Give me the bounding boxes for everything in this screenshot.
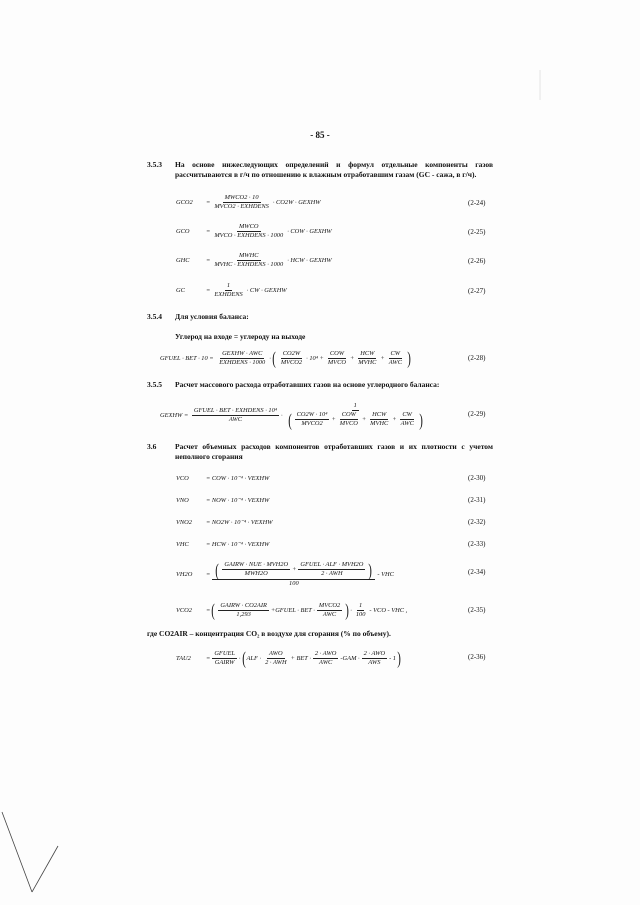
eq-fraction (212, 282, 244, 299)
eq-term: - 1 (389, 654, 396, 662)
numerator: HCW (372, 411, 387, 418)
eq-number: (2-30) (468, 474, 486, 482)
denominator: MVCO2 (301, 420, 323, 427)
equation-2-30 (176, 468, 269, 488)
denominator: MWH2O (244, 570, 268, 577)
denominator: EXHDENS · 1000 (219, 358, 266, 366)
denominator: MVHC (358, 358, 377, 366)
eq-fraction (218, 602, 269, 619)
numerator: HCW (360, 349, 375, 357)
numerator: AWO (269, 649, 283, 657)
eq-number: (2-27) (468, 287, 486, 295)
eq-fraction (192, 407, 279, 424)
numerator: 2 · AWO (314, 649, 337, 657)
eq-lhs: VCO2 (176, 606, 192, 614)
denominator: GAIRW (214, 658, 235, 666)
equation-2-24: GCO2 = $\frac{\text{MWCO2 · 10}}{\text{MVCO2 · EXHDENS}}$ · CO2W · GEXHW (176, 193, 321, 210)
paren-open: ( (287, 409, 292, 430)
section-text: На основе нижеследующих определений и формул отдельные компоненты газов рассчитываются в г/ч по отношению к влажным отработавшим газам (GC - сажа, в г/ч). (175, 160, 493, 179)
numerator: 1 (359, 601, 363, 609)
eq-fraction (362, 650, 387, 667)
section-3-5-5 (147, 380, 493, 390)
equation-2-33 (176, 534, 269, 554)
paren-close: ) (407, 348, 411, 368)
denominator: AWC (388, 358, 402, 366)
paren-close: ) (419, 409, 423, 430)
section-3-5-4 (147, 312, 493, 322)
numerator: COW (329, 349, 345, 357)
eq-lhs: GCO2 (176, 198, 193, 206)
eq-multiplier: · 10⁴ (306, 354, 318, 362)
numerator: GAIRW · CO2AIR (220, 601, 267, 609)
eq-number: (2-35) (468, 606, 486, 614)
denominator: 1,293 (236, 610, 251, 618)
eq-fraction (222, 561, 290, 578)
denominator: MVHC · EXHDENS · 1000 (214, 260, 284, 268)
denominator: MVCO2 (280, 358, 303, 366)
eq-lhs: VNO (176, 496, 189, 504)
eq-number: (2-31) (468, 496, 486, 504)
eq-fraction (317, 602, 342, 619)
eq-fraction (387, 350, 404, 367)
numerator: GFUEL · ALF · MVH2O (300, 561, 364, 568)
paren-open: ( (211, 600, 216, 620)
eq-number: (2-25) (468, 228, 486, 236)
denominator: MVCO · EXHDENS · 1000 (214, 231, 284, 239)
denominator: 2 · AWH (321, 570, 343, 577)
denominator: 100 (289, 579, 299, 587)
eq-fraction (356, 350, 378, 367)
equation-2-25: GCO = $\frac{\text{MWCO}}{\text{MVCO · EXHDENS · 1000}}$ · COW · GEXHW (176, 222, 332, 239)
denominator: MVCO2 · EXHDENS (214, 202, 269, 210)
section-text: Для условия баланса: (175, 312, 249, 321)
paren-close: ) (345, 600, 350, 620)
page-number: - 85 - (310, 130, 330, 140)
numerator: GFUEL · BET · EXHDENS · 10⁴ (193, 406, 278, 414)
eq-big-fraction (212, 561, 375, 588)
equation-2-36: TAU2 = $\frac{\text{GFUEL}}{\text{GAIRW}}$ · ( ALF · $\frac{\text{AWO}}{\text{2 · AWH}}$ + BET · $\frac{\text{2 · AWO}}{\text{AWC}}$ - GAM · $\frac{\text{2 · AWO}}{\text{AWS}}$ - 1 ) (176, 648, 401, 668)
eq-rhs: = NOW · 10⁻⁴ · VEXHW (206, 497, 270, 504)
section-3-6 (147, 442, 493, 462)
eq-big-fraction (285, 402, 426, 429)
eq-number: (2-32) (468, 518, 486, 526)
eq-fraction (313, 650, 338, 667)
eq-fraction (212, 252, 285, 269)
equation-2-28: GFUEL · BET · 10 = $\frac{\text{GEXHW · AWC}}{\text{EXHDENS · 1000}}$ · ( $\frac{CO2W}{\text{MVCO2}}$ · 10⁴ + $\frac{\text{COW}}{\text{MVCO}}$ + $\frac{\text{HCW}}{\text{MVHC}}$ + $\frac{CW}{\text{AWC}}$ ) (160, 348, 411, 368)
section-number: 3.5.3 (147, 160, 162, 169)
eq-number: (2-26) (468, 257, 486, 265)
numerator: CW (390, 349, 401, 357)
denominator: AWS (368, 658, 381, 666)
numerator: GEXHW · AWC (222, 349, 263, 357)
section-number: 3.5.4 (147, 312, 162, 321)
numerator: COW (341, 411, 356, 418)
eq-fraction (279, 350, 304, 367)
denominator: 2 · AWH (265, 658, 287, 666)
denominator: AWC (322, 610, 337, 618)
numerator: MWHC (238, 251, 259, 259)
paren-open: ( (272, 348, 276, 368)
eq-number: (2-29) (468, 410, 486, 418)
eq-lhs: GFUEL · BET · 10 (160, 354, 208, 362)
eq-number: (2-33) (468, 540, 486, 548)
eq-fraction (212, 650, 237, 667)
eq-number: (2-24) (468, 199, 486, 207)
denominator: MVCO (327, 358, 346, 366)
denominator-group: ( $\frac{\text{CO2W · 10⁴}}{\text{MVCO2}}$ + $\frac{\text{COW}}{\text{MVCO}}$ + $\frac{\text{HCW}}{\text{MVHC}}$ + $\frac{CW}{\text{AWC}}$ ) (287, 409, 423, 430)
equation-2-29: GEXHW = $\frac{\text{GFUEL · BET · EXHDENS · 10⁴}}{\text{AWC}}$ · 1 ( $\frac{\text{CO2W · 10⁴}}{\text{MVCO2}}$ + $\frac{\text{COW}}{\text{MVCO}}$ + $\frac{\text{HCW}}{\text{MVHC}}$ + $\frac{CW}{\text{AWC}}$ ) (160, 398, 428, 432)
eq-fraction (368, 411, 390, 428)
eq-lhs: GHC (176, 256, 190, 264)
eq-fraction (338, 411, 360, 428)
section-number: 3.5.5 (147, 380, 162, 389)
eq-fraction (263, 650, 288, 667)
section-number: 3.6 (147, 442, 157, 451)
eq-term: + BET · (290, 654, 311, 662)
denominator: AWC (400, 420, 414, 427)
eq-number: (2-34) (468, 568, 486, 576)
paren-close: ) (368, 559, 373, 580)
numerator: 2 · AWO (363, 649, 386, 657)
eq-lhs: VCO (176, 474, 189, 482)
paren-open: ( (215, 559, 220, 580)
numerator: MWCO (238, 222, 259, 230)
numerator: GAIRW · NUE · MVH2O (224, 561, 289, 568)
eq-fraction (399, 411, 416, 428)
eq-lhs: GC (176, 286, 185, 294)
eq-fraction (326, 350, 348, 367)
equation-2-35: VCO2 = ( $\frac{\text{GAIRW · CO2AIR}}{1,293}$ + GFUEL · BET · $\frac{\text{MVCO2}}{\text{AWC}}$ ) · $\frac{1}{100}$ - VCO - VHC , (176, 600, 408, 620)
eq-number: (2-36) (468, 653, 486, 661)
eq-fraction (298, 561, 365, 578)
equation-2-34: VH2O = ( $\frac{\text{GAIRW · NUE · MVH2O}}{\text{MWH2O}}$ + $\frac{\text{GFUEL · ALF · MVH2O}}{\text{2 · AWH}}$ ) 100 - VHC (176, 559, 394, 587)
eq-lhs: VNO2 (176, 518, 192, 526)
numerator: CO2W · 10⁴ (296, 411, 328, 418)
equation-2-26: GHC = $\frac{\text{MWHC}}{\text{MVHC · EXHDENS · 1000}}$ · HCW · GEXHW (176, 251, 332, 268)
denominator: AWC (228, 415, 243, 423)
eq-lhs: VH2O (176, 570, 193, 578)
eq-rest: - VHC (377, 570, 394, 578)
denominator: MVHC (370, 420, 389, 427)
eq-rest: · CO2W · GEXHW (272, 198, 321, 206)
eq-lhs: VHC (176, 540, 189, 548)
numerator: MVCO2 (318, 601, 341, 609)
denominator: 100 (355, 610, 366, 618)
section-text: Расчет объемных расходов компонентов отработавших газов и их плотности с учетом неполного сгорания (175, 442, 493, 461)
eq-fraction (217, 350, 267, 367)
eq-lhs: GEXHW (160, 411, 183, 419)
where-note: где CO2AIR – концентрация CO₂ в воздухе для сгорания (% по объему). (147, 629, 391, 638)
numerator: MWCO2 · 10 (224, 193, 259, 201)
section-text: Расчет массового расхода отработавших газов на основе углеродного баланса: (175, 380, 440, 389)
denominator: MVCO (339, 420, 358, 427)
eq-rest: · CW · GEXHW (246, 286, 287, 294)
eq-lhs: GCO (176, 227, 190, 235)
eq-rest: - VCO - VHC , (369, 606, 408, 614)
section-3-5-3 (147, 160, 493, 180)
numerator: 1 (226, 281, 231, 289)
numerator: CO2W (282, 349, 301, 357)
eq-fraction (212, 194, 271, 211)
eq-fraction (354, 602, 368, 619)
eq-rest: · COW · GEXHW (287, 227, 332, 235)
eq-lhs: TAU2 (176, 654, 191, 662)
eq-rhs: = HCW · 10⁻⁴ · VEXHW (206, 541, 270, 548)
equation-2-31 (176, 490, 269, 510)
eq-number: (2-28) (468, 354, 486, 362)
numerator: 1 (353, 401, 357, 409)
denominator: AWC (319, 658, 333, 666)
eq-fraction (295, 411, 330, 428)
eq-term: ALF · (246, 654, 262, 662)
numerator: GFUEL (214, 649, 235, 657)
eq-mid: GFUEL · BET · (275, 606, 315, 614)
denominator: EXHDENS (214, 290, 243, 298)
eq-term: GAM · (342, 654, 360, 662)
equation-2-27: GC = $\frac{1}{\text{EXHDENS}}$ · CW · GEXHW (176, 281, 287, 298)
paren-open: ( (241, 648, 246, 668)
eq-fraction (212, 223, 285, 240)
eq-rest: · HCW · GEXHW (287, 256, 332, 264)
eq-rhs: = NO2W · 10⁻⁴ · VEXHW (206, 519, 273, 526)
numerator-group: ( $\frac{\text{GAIRW · NUE · MVH2O}}{\text{MWH2O}}$ + $\frac{\text{GFUEL · ALF · MVH2O}}{\text{2 · AWH}}$ ) (212, 561, 375, 580)
paren-close: ) (397, 648, 401, 668)
equation-2-32 (176, 512, 273, 532)
numerator: CW (402, 411, 413, 418)
carbon-balance-line: Углерод на входе = углероду на выходе (175, 332, 306, 341)
eq-rhs: = COW · 10⁻⁴ · VEXHW (206, 475, 270, 482)
